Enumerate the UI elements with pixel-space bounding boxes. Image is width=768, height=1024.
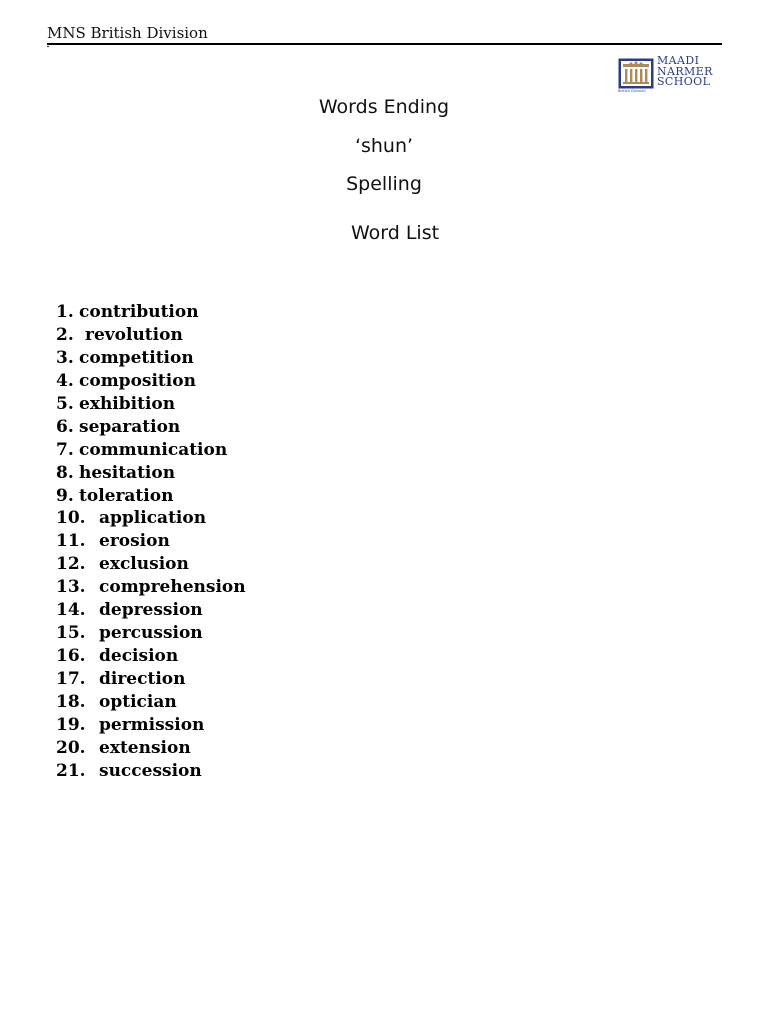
list-item-number: 13. <box>56 577 86 598</box>
list-item-word: composition <box>79 370 196 391</box>
list-item-word: hesitation <box>79 462 176 483</box>
list-item-word: revolution <box>85 324 183 345</box>
list-item-word: exclusion <box>99 554 189 575</box>
list-item <box>56 507 246 530</box>
list-item <box>56 324 246 347</box>
list-item-word: competition <box>79 347 194 368</box>
list-item <box>56 668 246 691</box>
header-tick-mark <box>47 46 49 47</box>
list-item-number: 2. <box>56 324 74 345</box>
list-item-number: 10. <box>56 508 86 529</box>
title-spelling: Spelling <box>346 173 422 195</box>
list-item-word: separation <box>79 416 181 437</box>
list-item-number: 21. <box>56 760 86 781</box>
list-item-word: contribution <box>79 302 199 322</box>
spelling-word-list <box>56 301 246 783</box>
list-item-word: optician <box>99 691 177 712</box>
list-item-word: exhibition <box>79 393 176 414</box>
logo-word-2: NARMER <box>657 64 713 78</box>
logo-caption: British Division <box>618 89 646 93</box>
school-crest-icon <box>618 58 654 89</box>
title-shun: ‘shun’ <box>354 135 414 157</box>
list-item-number: 6. <box>56 416 74 437</box>
title-word-list: Word List <box>350 222 440 244</box>
list-item <box>56 416 246 439</box>
list-item-word: extension <box>99 737 191 758</box>
list-item-number: 3. <box>56 347 74 368</box>
list-item-number: 16. <box>56 646 86 667</box>
list-item <box>56 645 246 668</box>
list-item <box>56 691 246 714</box>
list-item <box>56 737 246 760</box>
list-item-number: 11. <box>56 531 86 552</box>
list-item <box>56 301 246 324</box>
list-item-number: 12. <box>56 554 86 575</box>
list-item-word: communication <box>79 439 228 460</box>
list-item <box>56 462 246 485</box>
list-item <box>56 485 246 508</box>
list-item <box>56 347 246 370</box>
list-item-number: 4. <box>56 370 74 391</box>
logo-word-1: MAADI <box>657 54 700 67</box>
list-item <box>56 576 246 599</box>
list-item-word: comprehension <box>99 577 246 598</box>
list-item-word: toleration <box>79 485 174 506</box>
list-item-word: direction <box>99 669 186 689</box>
list-item <box>56 714 246 737</box>
header-division: MNS British Division <box>47 24 208 42</box>
list-item-number: 5. <box>56 393 74 414</box>
list-item-number: 18. <box>56 691 86 712</box>
list-item-word: succession <box>99 760 202 781</box>
list-item <box>56 599 246 622</box>
list-item <box>56 622 246 645</box>
list-item-number: 7. <box>56 439 74 460</box>
list-item-number: 20. <box>56 737 86 758</box>
list-item-word: erosion <box>99 531 170 552</box>
list-item-word: percussion <box>99 623 203 644</box>
list-item-number: 15. <box>56 623 86 644</box>
list-item-number: 8. <box>56 462 74 483</box>
list-item <box>56 760 246 783</box>
list-item-word: decision <box>99 646 179 667</box>
list-item-number: 9. <box>56 485 74 506</box>
header-rule <box>47 43 722 45</box>
list-item-number: 19. <box>56 714 86 735</box>
logo-word-3: SCHOOL <box>657 75 711 88</box>
list-item <box>56 370 246 393</box>
school-logo <box>618 54 718 96</box>
list-item <box>56 393 246 416</box>
list-item-number: 1. <box>56 302 74 322</box>
list-item-number: 17. <box>56 669 86 689</box>
list-item-word: permission <box>99 714 205 735</box>
list-item-word: depression <box>99 600 203 621</box>
list-item-number: 14. <box>56 600 86 621</box>
list-item <box>56 553 246 576</box>
logo-wordmark <box>657 56 727 88</box>
list-item-word: application <box>99 508 207 529</box>
list-item <box>56 439 246 462</box>
list-item <box>56 530 246 553</box>
title-words-ending: Words Ending <box>318 96 450 118</box>
